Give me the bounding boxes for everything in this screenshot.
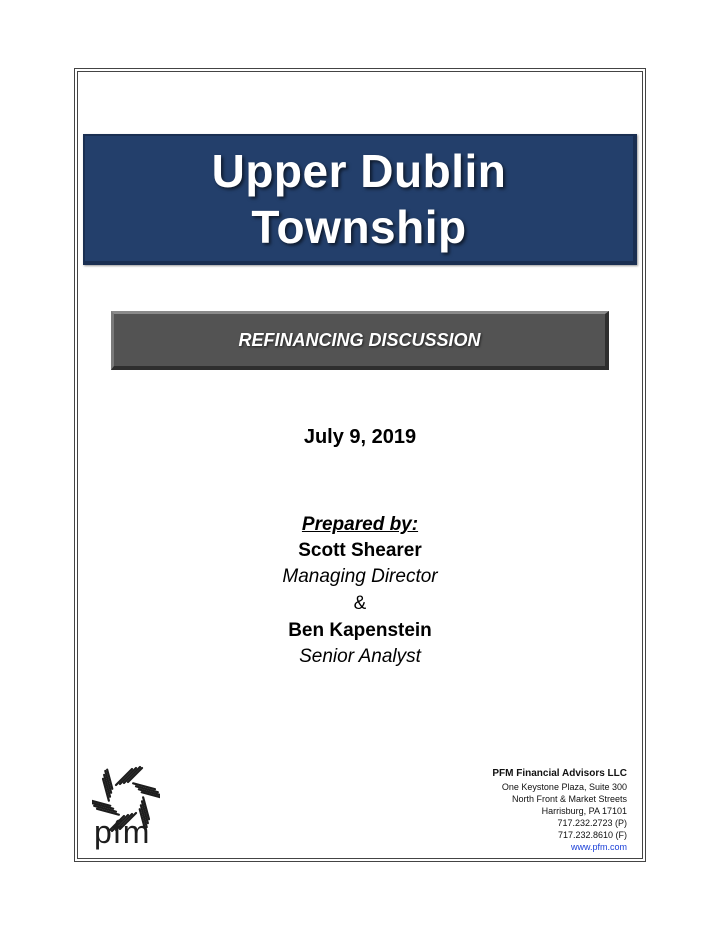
phone-number: 717.232.2723 (P) [557,818,627,828]
company-name: PFM Financial Advisors LLC [492,768,627,779]
preparer-1-role: Managing Director [282,566,438,587]
subtitle-text: REFINANCING DISCUSSION [238,329,481,350]
contact-block [492,767,627,853]
subtitle-banner [111,311,609,370]
preparer-2-role: Senior Analyst [299,646,421,667]
address-line-2: North Front & Market Streets [511,794,627,804]
preparer-2-name: Ben Kapenstein [288,620,432,641]
preparer-separator: & [353,593,367,614]
title-line-2: Township [251,200,467,253]
website-link[interactable]: www.pfm.com [570,842,627,852]
fax-number: 717.232.8610 (F) [557,830,627,840]
address-line-1: One Keystone Plaza, Suite 300 [501,782,627,792]
address-city: Harrisburg, PA 17101 [541,806,627,816]
document-date: July 9, 2019 [303,426,417,448]
pfm-wordmark: pfm [94,814,151,850]
title-line-1: Upper Dublin [211,144,507,197]
title-banner [83,134,637,265]
preparer-1-name: Scott Shearer [298,540,422,561]
prepared-by-label: Prepared by: [301,514,419,535]
